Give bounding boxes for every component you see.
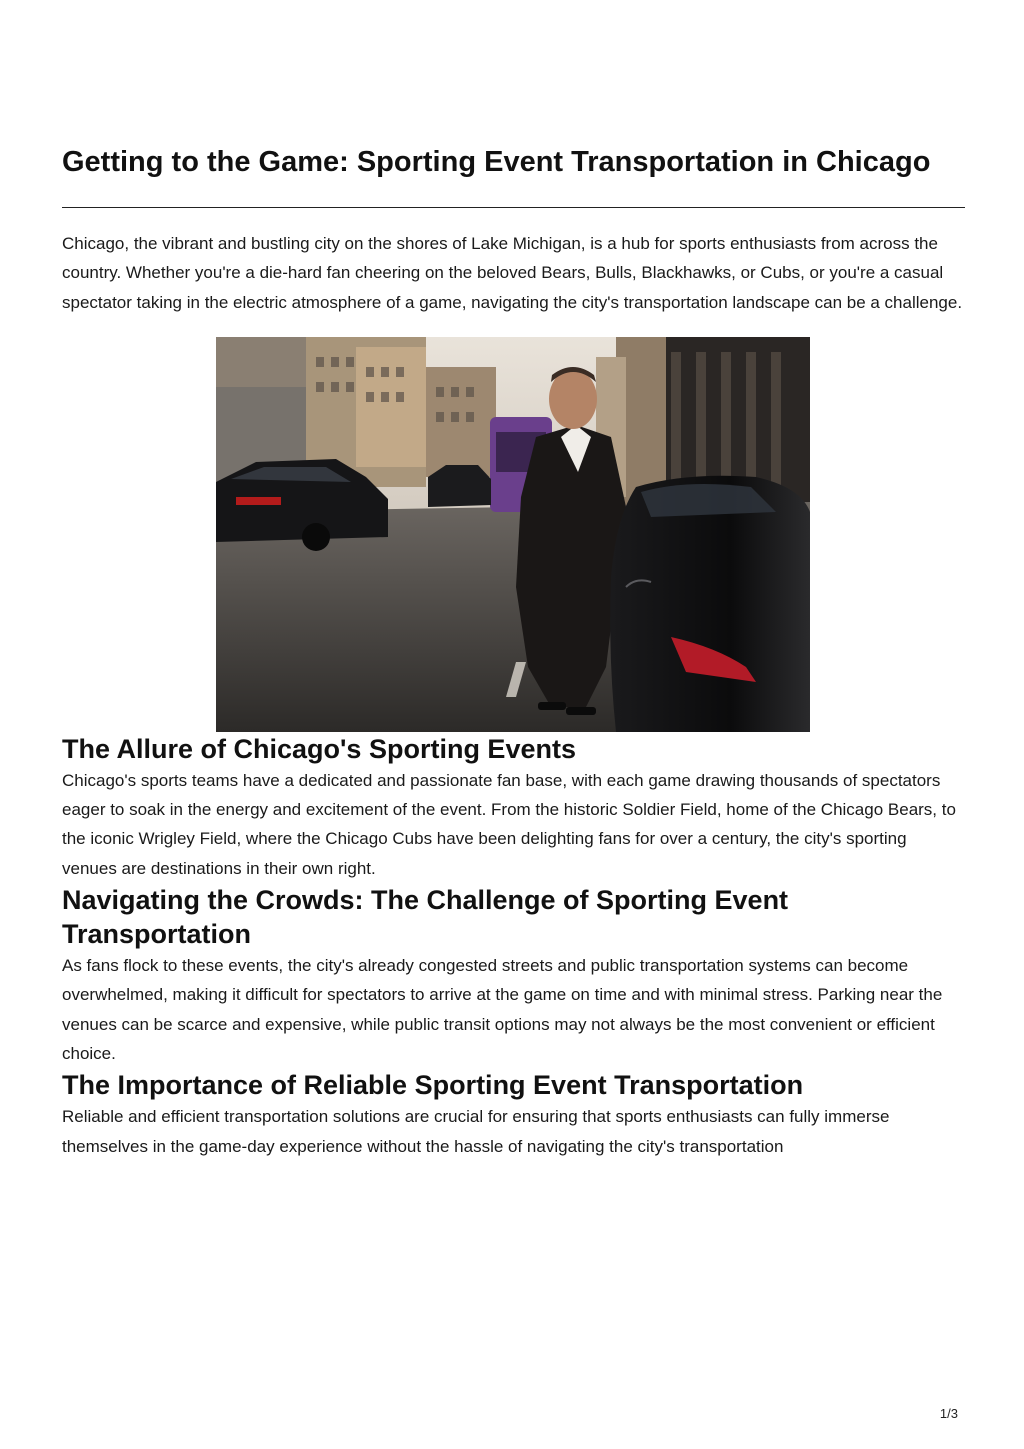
article [62, 143, 965, 1161]
page-number: 1/3 [939, 1406, 958, 1421]
chauffeur-street-photo [216, 337, 810, 732]
section-heading-importance: The Importance of Reliable Sporting Event Transportation [62, 1070, 804, 1101]
intro-paragraph: Chicago, the vibrant and bustling city on the shores of Lake Michigan, is a hub for sports enthusiasts from across the country. Whether you're a die-hard fan cheering on the beloved Bears, Bulls, Blackhawks, or Cubs, or you're a casual spectator taking in the electric atmosphere of a game, navigating the city's transportation landscape can be a challenge. [62, 234, 963, 312]
section-heading-allure: The Allure of Chicago's Sporting Events [62, 733, 576, 764]
section-body-allure: Chicago's sports teams have a dedicated and passionate fan base, with each game drawing thousands of spectators eager to soak in the energy and excitement of the event. From the historic Soldier Field, home of the Chicago Bears, to the iconic Wrigley Field, where the Chicago Cubs have been delighting fans for over a century, the city's sporting venues are destinations in their own right. [62, 770, 956, 878]
section-body-importance: Reliable and efficient transportation solutions are crucial for ensuring that sports enthusiasts can fully immerse themselves in the game-day experience without the hassle of navigating the city's transportation [62, 1107, 890, 1156]
section-heading-navigating: Navigating the Crowds: The Challenge of Sporting Event Transportation [62, 885, 789, 950]
section-body-navigating: As fans flock to these events, the city's already congested streets and public transportation systems can become overwhelmed, making it difficult for spectators to arrive at the game on time and with minimal stress. Parking near the venues can be scarce and expensive, while public transit options may not always be the most convenient or efficient choice. [62, 956, 943, 1063]
title-divider [62, 207, 965, 208]
page-title: Getting to the Game: Sporting Event Transportation in Chicago [62, 146, 931, 178]
